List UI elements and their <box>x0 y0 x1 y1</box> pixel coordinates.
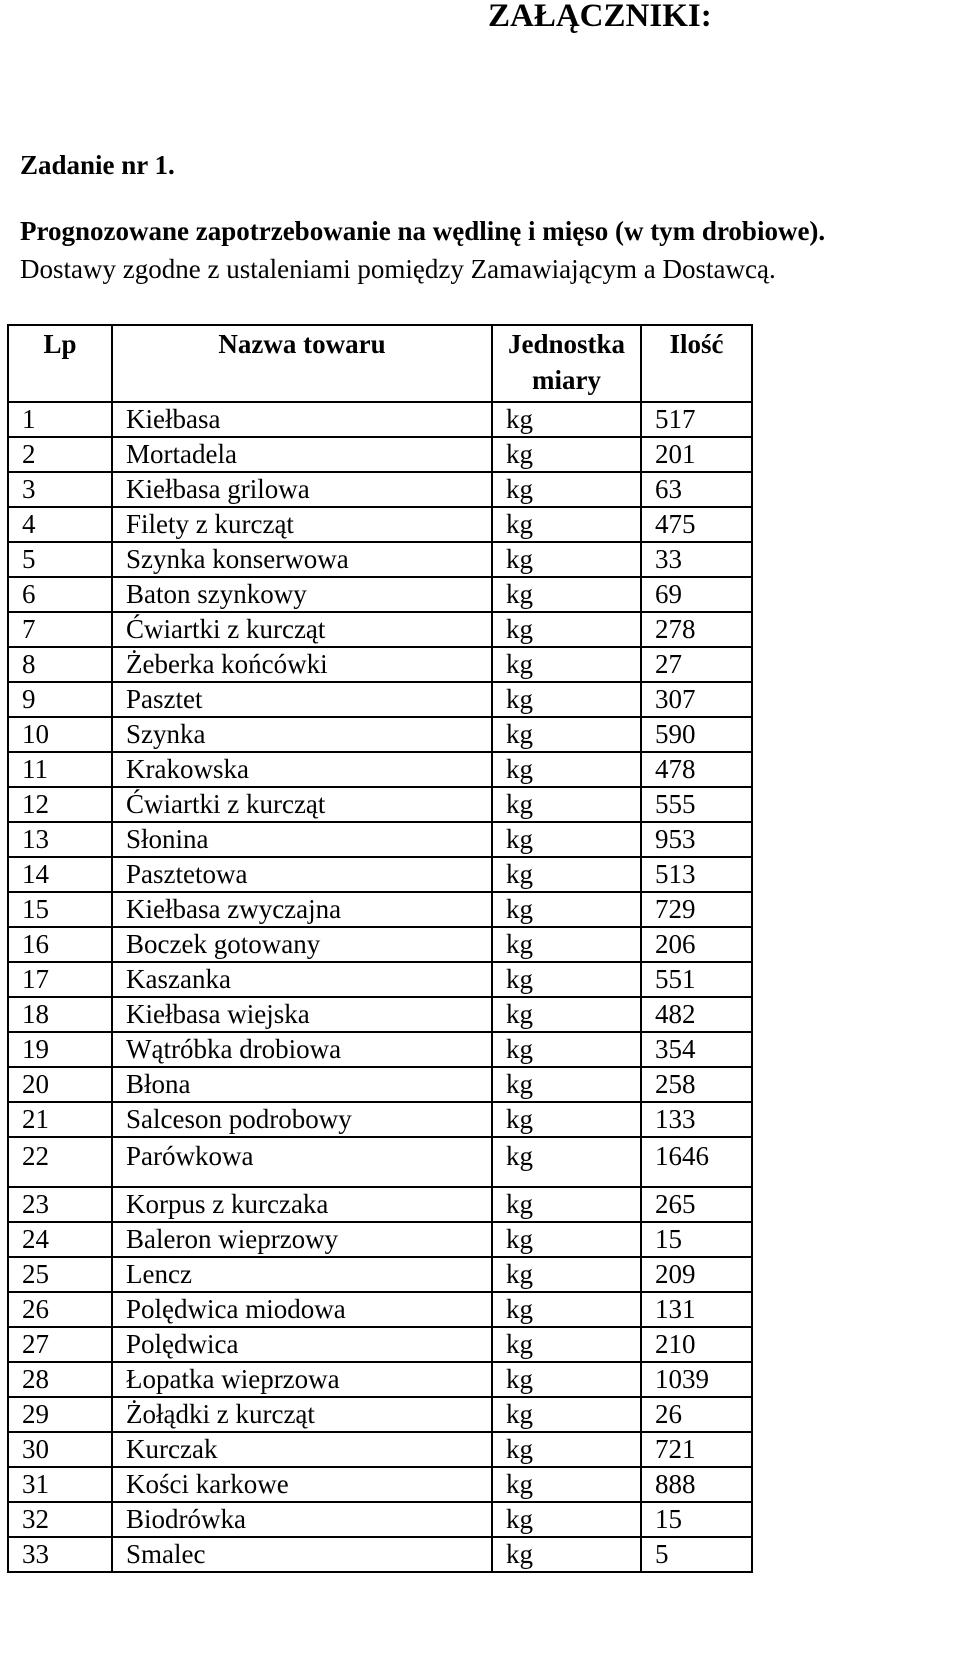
table-row <box>8 647 752 682</box>
table-row <box>8 1432 752 1467</box>
cell-name: Biodrówka <box>112 1502 492 1537</box>
cell-lp: 20 <box>8 1067 112 1102</box>
cell-name: Mortadela <box>112 437 492 472</box>
cell-name: Szynka <box>112 717 492 752</box>
table-row <box>8 437 752 472</box>
column-header-name: Nazwa towaru <box>112 325 492 402</box>
cell-lp: 24 <box>8 1222 112 1257</box>
column-header-unit: Jednostka miary <box>492 325 641 402</box>
cell-name: Pasztetowa <box>112 857 492 892</box>
cell-unit: kg <box>492 1257 641 1292</box>
cell-unit: kg <box>492 1397 641 1432</box>
cell-lp: 28 <box>8 1362 112 1397</box>
cell-name: Łopatka wieprzowa <box>112 1362 492 1397</box>
table-row <box>8 857 752 892</box>
cell-unit: kg <box>492 647 641 682</box>
section-subheading: Dostawy zgodne z ustaleniami pomiędzy Zamawiającym a Dostawcą. <box>20 254 776 284</box>
cell-unit: kg <box>492 1467 641 1502</box>
cell-name: Kiełbasa grilowa <box>112 472 492 507</box>
cell-unit: kg <box>492 927 641 962</box>
cell-lp: 8 <box>8 647 112 682</box>
cell-name: Kiełbasa <box>112 402 492 437</box>
cell-qty: 555 <box>641 787 752 822</box>
cell-name: Lencz <box>112 1257 492 1292</box>
cell-qty: 354 <box>641 1032 752 1067</box>
table-row <box>8 927 752 962</box>
cell-lp: 27 <box>8 1327 112 1362</box>
cell-name: Kaszanka <box>112 962 492 997</box>
table-row <box>8 1137 752 1187</box>
table-row <box>8 1397 752 1432</box>
cell-lp: 15 <box>8 892 112 927</box>
cell-name: Polędwica <box>112 1327 492 1362</box>
cell-name: Korpus z kurczaka <box>112 1187 492 1222</box>
cell-qty: 1039 <box>641 1362 752 1397</box>
cell-name: Ćwiartki z kurcząt <box>112 612 492 647</box>
cell-unit: kg <box>492 787 641 822</box>
cell-lp: 19 <box>8 1032 112 1067</box>
cell-lp: 30 <box>8 1432 112 1467</box>
cell-lp: 31 <box>8 1467 112 1502</box>
section-heading: Prognozowane zapotrzebowanie na wędlinę i mięso (w tym drobiowe). <box>20 216 826 246</box>
cell-unit: kg <box>492 1292 641 1327</box>
cell-name: Kiełbasa zwyczajna <box>112 892 492 927</box>
cell-lp: 3 <box>8 472 112 507</box>
cell-unit: kg <box>492 402 641 437</box>
cell-lp: 16 <box>8 927 112 962</box>
table-row <box>8 1537 752 1572</box>
table-row <box>8 1362 752 1397</box>
cell-unit: kg <box>492 1102 641 1137</box>
table-row <box>8 717 752 752</box>
cell-unit: kg <box>492 1432 641 1467</box>
column-header-lp: Lp <box>8 325 112 402</box>
table-row <box>8 1102 752 1137</box>
table-row <box>8 1502 752 1537</box>
cell-unit: kg <box>492 892 641 927</box>
page-title: ZAŁĄCZNIKI: <box>488 0 712 34</box>
cell-name: Smalec <box>112 1537 492 1572</box>
cell-qty: 513 <box>641 857 752 892</box>
cell-name: Słonina <box>112 822 492 857</box>
cell-lp: 4 <box>8 507 112 542</box>
table-row <box>8 1257 752 1292</box>
cell-unit: kg <box>492 752 641 787</box>
cell-lp: 11 <box>8 752 112 787</box>
cell-qty: 33 <box>641 542 752 577</box>
cell-name: Baleron wieprzowy <box>112 1222 492 1257</box>
cell-name: Parówkowa <box>112 1137 492 1187</box>
cell-lp: 18 <box>8 997 112 1032</box>
cell-lp: 5 <box>8 542 112 577</box>
cell-lp: 17 <box>8 962 112 997</box>
table-row <box>8 542 752 577</box>
cell-qty: 15 <box>641 1222 752 1257</box>
cell-lp: 9 <box>8 682 112 717</box>
cell-qty: 1646 <box>641 1137 752 1187</box>
cell-qty: 729 <box>641 892 752 927</box>
table-row <box>8 402 752 437</box>
cell-qty: 475 <box>641 507 752 542</box>
cell-unit: kg <box>492 507 641 542</box>
cell-unit: kg <box>492 1327 641 1362</box>
cell-unit: kg <box>492 682 641 717</box>
cell-qty: 551 <box>641 962 752 997</box>
cell-unit: kg <box>492 1222 641 1257</box>
cell-unit: kg <box>492 577 641 612</box>
cell-qty: 69 <box>641 577 752 612</box>
table-row <box>8 1292 752 1327</box>
cell-lp: 25 <box>8 1257 112 1292</box>
cell-qty: 5 <box>641 1537 752 1572</box>
cell-qty: 265 <box>641 1187 752 1222</box>
cell-qty: 307 <box>641 682 752 717</box>
table-row <box>8 892 752 927</box>
cell-name: Żeberka końcówki <box>112 647 492 682</box>
cell-qty: 278 <box>641 612 752 647</box>
table-row <box>8 962 752 997</box>
task-number: Zadanie nr 1. <box>20 150 175 180</box>
cell-qty: 517 <box>641 402 752 437</box>
cell-unit: kg <box>492 437 641 472</box>
cell-qty: 209 <box>641 1257 752 1292</box>
cell-qty: 888 <box>641 1467 752 1502</box>
table-row <box>8 612 752 647</box>
table-row <box>8 997 752 1032</box>
table-body <box>8 402 752 1572</box>
cell-unit: kg <box>492 1137 641 1187</box>
table-row <box>8 787 752 822</box>
cell-qty: 210 <box>641 1327 752 1362</box>
table-row <box>8 1327 752 1362</box>
cell-lp: 22 <box>8 1137 112 1187</box>
cell-qty: 27 <box>641 647 752 682</box>
cell-unit: kg <box>492 1502 641 1537</box>
cell-unit: kg <box>492 962 641 997</box>
cell-name: Kurczak <box>112 1432 492 1467</box>
cell-lp: 14 <box>8 857 112 892</box>
table-row <box>8 1222 752 1257</box>
cell-unit: kg <box>492 542 641 577</box>
table-row <box>8 507 752 542</box>
table-row <box>8 472 752 507</box>
cell-lp: 2 <box>8 437 112 472</box>
cell-name: Błona <box>112 1067 492 1102</box>
cell-lp: 7 <box>8 612 112 647</box>
cell-lp: 21 <box>8 1102 112 1137</box>
cell-name: Szynka konserwowa <box>112 542 492 577</box>
cell-name: Żołądki z kurcząt <box>112 1397 492 1432</box>
cell-lp: 12 <box>8 787 112 822</box>
table-row <box>8 822 752 857</box>
cell-name: Polędwica miodowa <box>112 1292 492 1327</box>
cell-name: Filety z kurcząt <box>112 507 492 542</box>
cell-qty: 258 <box>641 1067 752 1102</box>
cell-qty: 131 <box>641 1292 752 1327</box>
cell-unit: kg <box>492 472 641 507</box>
cell-lp: 33 <box>8 1537 112 1572</box>
cell-qty: 206 <box>641 927 752 962</box>
table-row <box>8 1067 752 1102</box>
cell-unit: kg <box>492 822 641 857</box>
table-row <box>8 577 752 612</box>
cell-lp: 6 <box>8 577 112 612</box>
cell-qty: 201 <box>641 437 752 472</box>
table-row <box>8 1187 752 1222</box>
cell-name: Kiełbasa wiejska <box>112 997 492 1032</box>
cell-name: Boczek gotowany <box>112 927 492 962</box>
cell-qty: 721 <box>641 1432 752 1467</box>
column-header-qty: Ilość <box>641 325 752 402</box>
cell-qty: 63 <box>641 472 752 507</box>
table-row <box>8 1032 752 1067</box>
cell-name: Wątróbka drobiowa <box>112 1032 492 1067</box>
cell-unit: kg <box>492 612 641 647</box>
cell-lp: 26 <box>8 1292 112 1327</box>
cell-name: Kości karkowe <box>112 1467 492 1502</box>
cell-lp: 29 <box>8 1397 112 1432</box>
cell-qty: 478 <box>641 752 752 787</box>
table-row <box>8 682 752 717</box>
cell-unit: kg <box>492 1067 641 1102</box>
cell-unit: kg <box>492 717 641 752</box>
cell-qty: 482 <box>641 997 752 1032</box>
table-row <box>8 752 752 787</box>
cell-unit: kg <box>492 1032 641 1067</box>
table-header-row <box>8 325 752 402</box>
cell-unit: kg <box>492 1362 641 1397</box>
cell-unit: kg <box>492 1537 641 1572</box>
cell-lp: 32 <box>8 1502 112 1537</box>
cell-name: Krakowska <box>112 752 492 787</box>
cell-unit: kg <box>492 1187 641 1222</box>
cell-qty: 15 <box>641 1502 752 1537</box>
cell-lp: 10 <box>8 717 112 752</box>
cell-unit: kg <box>492 857 641 892</box>
cell-lp: 23 <box>8 1187 112 1222</box>
cell-name: Baton szynkowy <box>112 577 492 612</box>
cell-qty: 953 <box>641 822 752 857</box>
products-table <box>7 324 753 1573</box>
cell-lp: 13 <box>8 822 112 857</box>
table-row <box>8 1467 752 1502</box>
cell-name: Pasztet <box>112 682 492 717</box>
cell-lp: 1 <box>8 402 112 437</box>
cell-unit: kg <box>492 997 641 1032</box>
cell-qty: 133 <box>641 1102 752 1137</box>
cell-qty: 590 <box>641 717 752 752</box>
cell-qty: 26 <box>641 1397 752 1432</box>
cell-name: Ćwiartki z kurcząt <box>112 787 492 822</box>
cell-name: Salceson podrobowy <box>112 1102 492 1137</box>
